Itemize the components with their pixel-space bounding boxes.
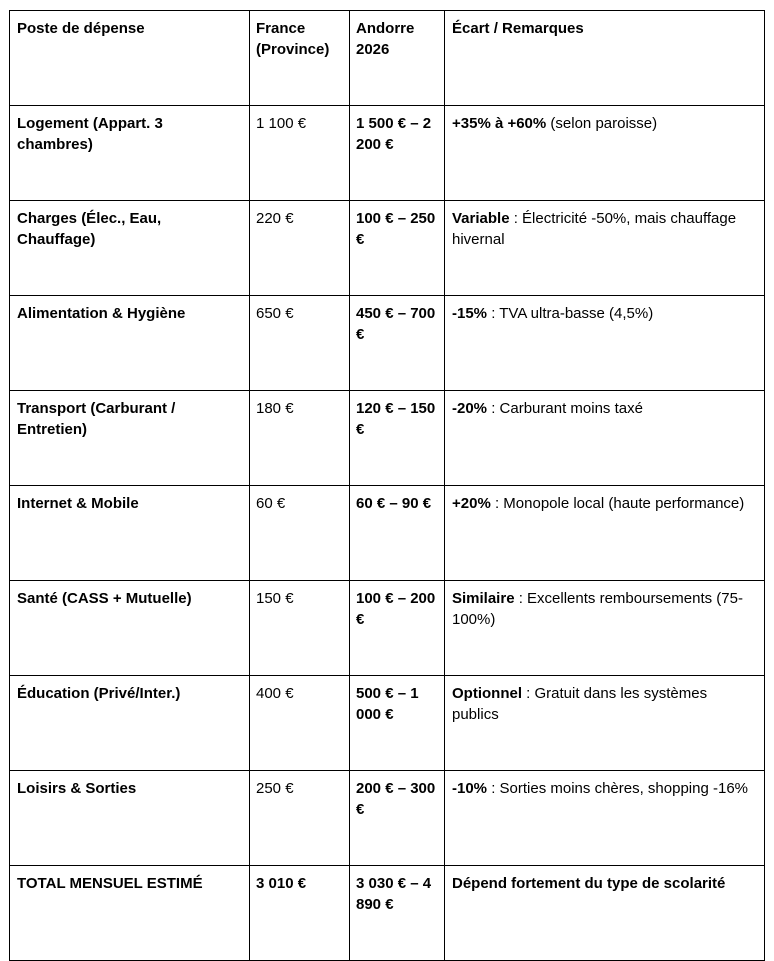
ecart-highlight: +35% à +60% — [452, 115, 547, 132]
ecart-highlight: +20% — [452, 495, 491, 512]
cell-ecart — [445, 201, 765, 296]
table-row — [10, 676, 765, 771]
cell-france: 150 € — [250, 581, 350, 676]
cell-andorre: 100 € – 250 € — [350, 201, 445, 296]
table-row — [10, 771, 765, 866]
total-row — [10, 866, 765, 961]
cell-ecart — [445, 581, 765, 676]
cell-france: 60 € — [250, 486, 350, 581]
cell-andorre: 60 € – 90 € — [350, 486, 445, 581]
cell-france: 220 € — [250, 201, 350, 296]
cell-ecart — [445, 676, 765, 771]
header-cell-france: France (Province) — [250, 11, 350, 106]
header-cell-andorre: Andorre 2026 — [350, 11, 445, 106]
cell-andorre: 500 € – 1 000 € — [350, 676, 445, 771]
cell-ecart — [445, 106, 765, 201]
cell-france: 400 € — [250, 676, 350, 771]
cell-france: 250 € — [250, 771, 350, 866]
cell-andorre: 100 € – 200 € — [350, 581, 445, 676]
cell-andorre: 200 € – 300 € — [350, 771, 445, 866]
ecart-remark: : Gratuit dans les systèmes publics — [452, 685, 708, 723]
cell-andorre: 1 500 € – 2 200 € — [350, 106, 445, 201]
cell-poste: Alimentation & Hygiène — [10, 296, 250, 391]
header-row — [10, 11, 765, 106]
cost-comparison-table — [9, 10, 765, 961]
cell-andorre: 450 € – 700 € — [350, 296, 445, 391]
ecart-highlight: -10% — [452, 780, 488, 797]
header-cell-poste: Poste de dépense — [10, 11, 250, 106]
ecart-highlight: Optionnel — [452, 685, 522, 702]
cell-ecart — [445, 771, 765, 866]
ecart-remark: : Carburant moins taxé — [487, 400, 643, 417]
ecart-highlight: -15% — [452, 305, 488, 322]
total-france: 3 010 € — [250, 866, 350, 961]
cell-poste: Charges (Élec., Eau, Chauffage) — [10, 201, 250, 296]
table-row — [10, 201, 765, 296]
table-row — [10, 486, 765, 581]
table-row — [10, 106, 765, 201]
ecart-remark: : Électricité -50%, mais chauffage hivernal — [452, 210, 737, 248]
table-row — [10, 581, 765, 676]
header-cell-ecart: Écart / Remarques — [445, 11, 765, 106]
cell-ecart — [445, 486, 765, 581]
table-row — [10, 391, 765, 486]
total-remark: Dépend fortement du type de scolarité — [445, 866, 765, 961]
cell-poste: Loisirs & Sorties — [10, 771, 250, 866]
cell-poste: Transport (Carburant / Entretien) — [10, 391, 250, 486]
cell-france: 180 € — [250, 391, 350, 486]
ecart-highlight: Similaire — [452, 590, 515, 607]
cell-poste: Éducation (Privé/Inter.) — [10, 676, 250, 771]
cell-france: 650 € — [250, 296, 350, 391]
cell-poste: Santé (CASS + Mutuelle) — [10, 581, 250, 676]
ecart-remark: : Sorties moins chères, shopping -16% — [487, 780, 748, 797]
ecart-remark: : Excellents remboursements (75-100%) — [452, 590, 743, 628]
ecart-remark: : Monopole local (haute performance) — [490, 495, 745, 512]
cell-andorre: 120 € – 150 € — [350, 391, 445, 486]
cell-ecart — [445, 391, 765, 486]
ecart-highlight: -20% — [452, 400, 488, 417]
cell-poste: Logement (Appart. 3 chambres) — [10, 106, 250, 201]
table-body — [10, 11, 765, 961]
cell-poste: Internet & Mobile — [10, 486, 250, 581]
cell-ecart — [445, 296, 765, 391]
table-row — [10, 296, 765, 391]
ecart-highlight: Variable — [452, 210, 510, 227]
ecart-remark: : TVA ultra-basse (4,5%) — [487, 305, 654, 322]
cell-france: 1 100 € — [250, 106, 350, 201]
total-andorre: 3 030 € – 4 890 € — [350, 866, 445, 961]
total-label: TOTAL MENSUEL ESTIMÉ — [10, 866, 250, 961]
ecart-remark: (selon paroisse) — [546, 115, 658, 132]
